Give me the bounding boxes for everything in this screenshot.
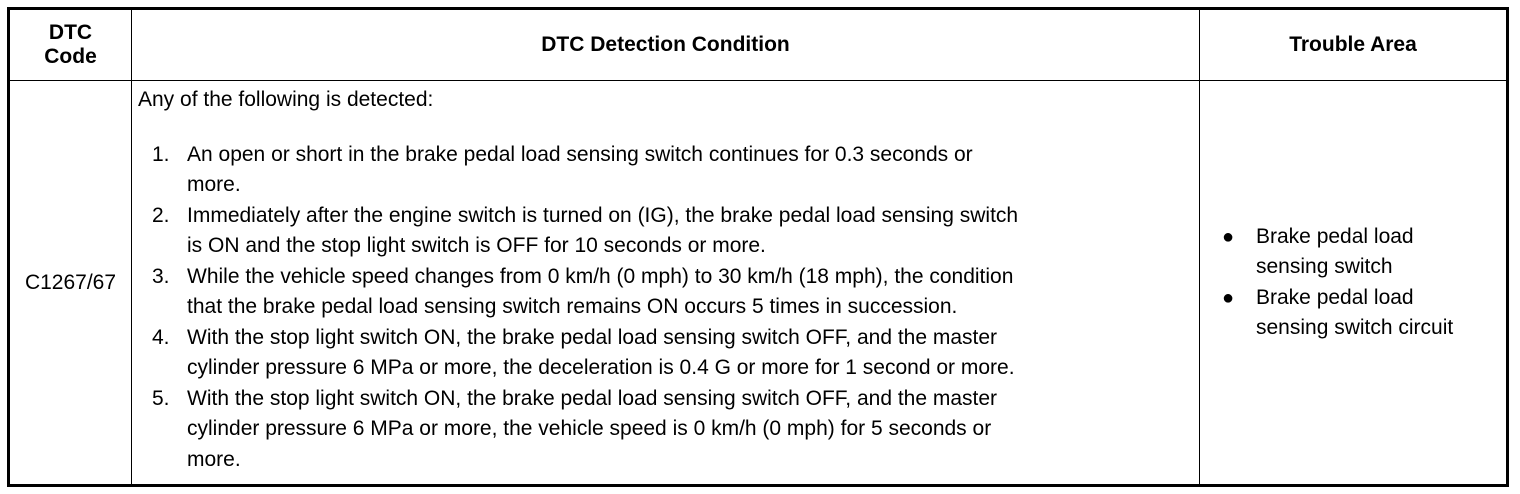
condition-number: 1. <box>152 142 170 166</box>
condition-line: cylinder pressure 6 MPa or more, the deceleration is 0.4 G or more for 1 second or more. <box>187 356 1015 379</box>
condition-number: 4. <box>152 325 170 349</box>
condition-line: more. <box>187 173 241 196</box>
condition-line: that the brake pedal load sensing switch remains ON occurs 5 times in succession. <box>187 295 958 318</box>
trouble-area-line: sensing switch circuit <box>1256 316 1454 339</box>
condition-line: With the stop light switch ON, the brake pedal load sensing switch OFF, and the master <box>187 386 998 410</box>
condition-number: 3. <box>152 264 170 288</box>
detection-condition-cell <box>132 81 1200 486</box>
header-dtc-code <box>9 9 132 81</box>
condition-line: more. <box>187 447 241 471</box>
table-row <box>9 81 1508 486</box>
condition-text <box>187 201 1189 262</box>
dtc-table <box>7 7 1509 487</box>
bullet-icon: ● <box>1222 286 1235 309</box>
condition-line: is ON and the stop light switch is OFF for 10 seconds or more. <box>187 234 766 257</box>
condition-text <box>187 140 1189 201</box>
header-detection-condition: DTC Detection Condition <box>132 9 1200 81</box>
condition-text <box>187 323 1189 384</box>
trouble-area-line: Brake pedal load <box>1256 224 1414 248</box>
condition-line: cylinder pressure 6 MPa or more, the vehicle speed is 0 km/h (0 mph) for 5 seconds or <box>187 417 992 440</box>
condition-line: An open or short in the brake pedal load sensing switch continues for 0.3 seconds or <box>187 142 973 166</box>
trouble-area-text <box>1256 283 1453 344</box>
trouble-area-line: Brake pedal load <box>1256 285 1414 309</box>
condition-line: Immediately after the engine switch is turned on (IG), the brake pedal load sensing switch <box>187 203 1019 227</box>
condition-line: While the vehicle speed changes from 0 km/h (0 mph) to 30 km/h (18 mph), the condition <box>187 264 1014 288</box>
trouble-area-line: sensing switch <box>1256 255 1393 278</box>
condition-text <box>187 262 1189 323</box>
header-dtc-code-line-2: Code <box>44 45 97 68</box>
trouble-area-cell <box>1200 81 1508 486</box>
condition-line: With the stop light switch ON, the brake pedal load sensing switch OFF, and the master <box>187 325 998 349</box>
bullet-icon: ● <box>1222 225 1235 248</box>
condition-item-5 <box>138 384 1189 476</box>
table-header-row <box>9 9 1508 81</box>
condition-number: 5. <box>152 386 170 410</box>
trouble-area-text <box>1256 222 1414 283</box>
condition-list <box>138 140 1189 476</box>
condition-intro: Any of the following is detected: <box>138 88 434 111</box>
condition-item-3 <box>138 262 1189 323</box>
trouble-area-item-2 <box>1222 283 1506 344</box>
dtc-code-cell: C1267/67 <box>9 81 132 486</box>
trouble-area-item-1 <box>1222 222 1506 283</box>
condition-item-4 <box>138 323 1189 384</box>
trouble-area-list <box>1222 222 1506 344</box>
condition-text <box>187 384 1189 476</box>
condition-item-2 <box>138 201 1189 262</box>
header-dtc-code-line-1: DTC <box>48 21 93 44</box>
condition-number: 2. <box>152 203 170 227</box>
header-trouble-area: Trouble Area <box>1200 9 1508 81</box>
condition-item-1 <box>138 140 1189 201</box>
